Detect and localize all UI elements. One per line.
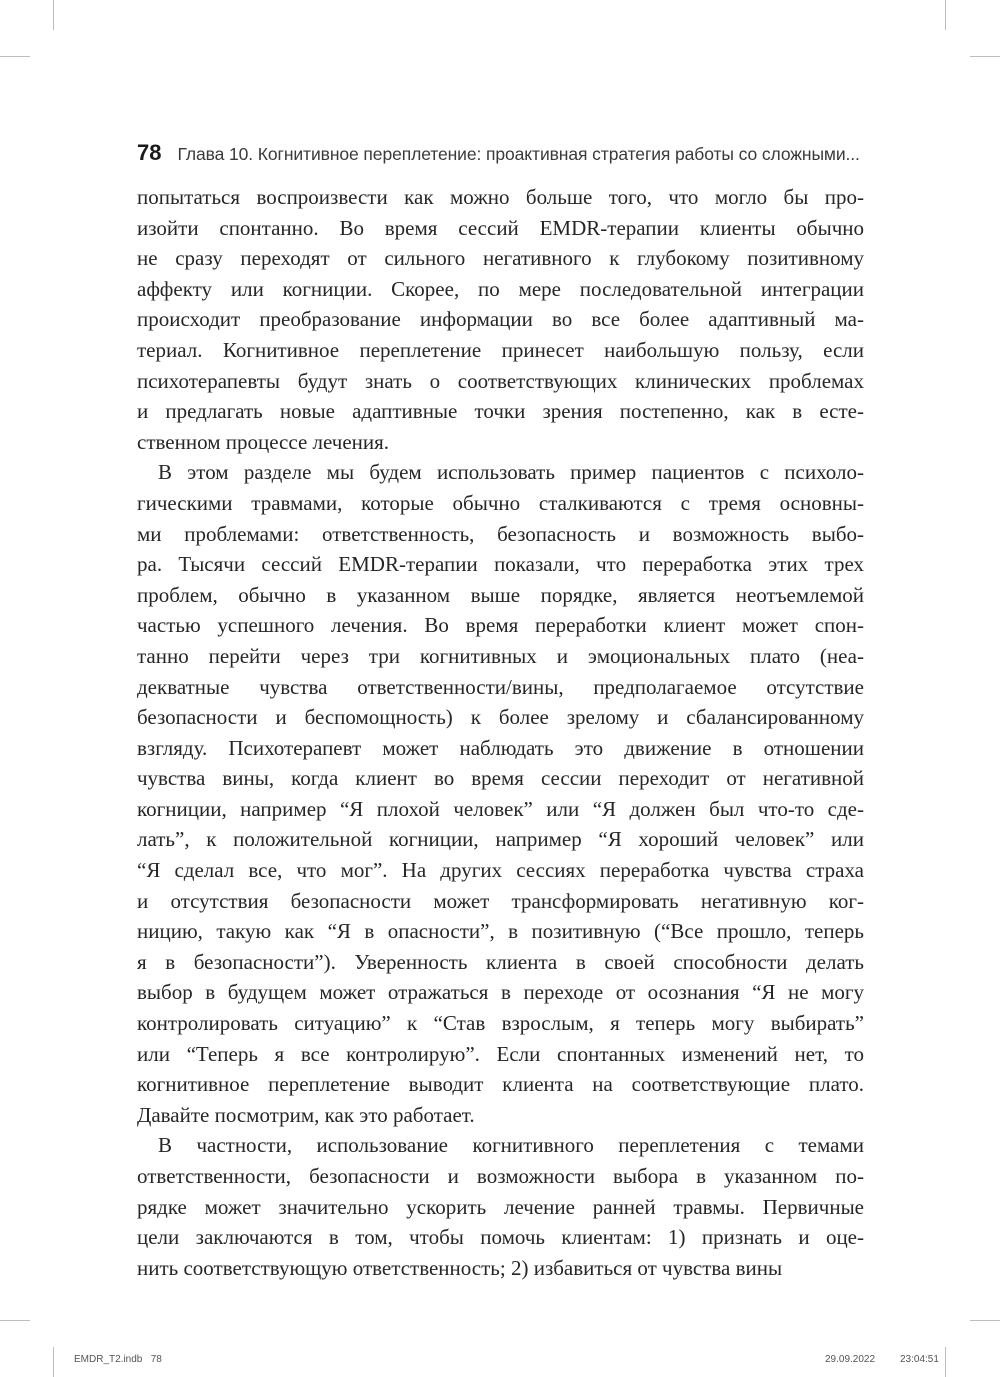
- text-line: изойти спонтанно. Во время сессий EMDR-терапии клиенты обычно: [137, 215, 864, 240]
- text-line: ответственности, безопасности и возможности выбора в указанном по-: [137, 1164, 864, 1188]
- text-line: психотерапевты будут знать о соответствующих клинических проблемах: [137, 368, 864, 393]
- text-line: нить соответствующую ответственность; 2) избавиться от чувства вины: [137, 1255, 783, 1280]
- text-line: рядке может значительно ускорить лечение ранней травмы. Первичные: [137, 1194, 864, 1219]
- text-line: лать”, к положительной когниции, например “Я хороший человек” или: [137, 827, 864, 852]
- text-line: когниции, например “Я плохой человек” или “Я должен был что-то сде-: [137, 796, 864, 821]
- text-line: декватные чувства ответственности/вины, предполагаемое отсутствие: [137, 674, 864, 699]
- text-line: териал. Когнитивное переплетение принесет наибольшую пользу, если: [137, 337, 864, 362]
- paragraph: [137, 1130, 864, 1283]
- text-line: гическими травмами, которые обычно сталкиваются с тремя основны-: [137, 490, 864, 515]
- text-line: и отсутствия безопасности может трансформировать негативную ког-: [137, 888, 864, 913]
- text-line: цели заключаются в том, чтобы помочь клиентам: 1) признать и оце-: [137, 1225, 864, 1250]
- crop-mark-left-lower: [0, 1320, 30, 1321]
- text-line: или “Теперь я все контролирую”. Если спонтанных изменений нет, то: [137, 1041, 864, 1066]
- text-line: выбор в будущем может отражаться в переходе от осознания “Я не могу: [137, 980, 864, 1005]
- crop-mark-left-upper: [0, 56, 30, 57]
- text-line: чувства вины, когда клиент во время сессии переходит от негативной: [137, 766, 864, 791]
- crop-mark-bottom-left: [53, 1347, 54, 1377]
- slug-time: 23:04:51: [900, 1354, 939, 1365]
- text-line: ственном процессе лечения.: [137, 429, 390, 454]
- text-line: не сразу переходят от сильного негативного к глубокому позитивному: [137, 246, 864, 271]
- text-line: ницию, такую как “Я в опасности”, в позитивную (“Все прошло, теперь: [137, 919, 864, 944]
- crop-mark-top-right: [945, 0, 946, 30]
- body-text: [137, 182, 864, 1283]
- crop-mark-top-left: [53, 0, 54, 30]
- crop-mark-right-upper: [970, 56, 1000, 57]
- text-line: безопасности и беспомощность) к более зрелому и сбалансированному: [137, 705, 864, 730]
- slug-date: 29.09.2022: [825, 1354, 876, 1365]
- page-number: 78: [137, 140, 162, 165]
- paragraph: [137, 182, 864, 457]
- crop-mark-right-lower: [970, 1320, 1000, 1321]
- chapter-title: Глава 10. Когнитивное переплетение: проактивная стратегия работы со сложными...: [177, 144, 860, 164]
- text-line: танно перейти через три когнитивных и эмоциональных плато (неа-: [137, 643, 864, 668]
- paragraph: [137, 457, 864, 1130]
- text-line: я в безопасности”). Уверенность клиента в своей способности делать: [137, 949, 864, 974]
- text-line: происходит преобразование информации во все более адаптивный ма-: [137, 307, 864, 332]
- text-line: и предлагать новые адаптивные точки зрения постепенно, как в есте-: [137, 399, 864, 424]
- text-line: аффекту или когниции. Скорее, по мере последовательной интеграции: [137, 276, 864, 301]
- text-line: ра. Тысячи сессий EMDR-терапии показали, что переработка этих трех: [137, 552, 864, 577]
- text-line: Давайте посмотрим, как это работает.: [137, 1102, 475, 1127]
- text-line: ми проблемами: ответственность, безопасность и возможность выбо-: [137, 521, 864, 546]
- text-line: попытаться воспроизвести как можно больше того, что могло бы про-: [137, 185, 864, 209]
- text-line: В частности, использование когнитивного переплетения с темами: [158, 1133, 864, 1158]
- text-line: “Я сделал все, что мог”. На других сессиях переработка чувства страха: [137, 858, 864, 883]
- crop-mark-bottom-right: [945, 1347, 946, 1377]
- text-line: частью успешного лечения. Во время переработки клиент может спон-: [137, 613, 864, 638]
- text-line: взгляду. Психотерапевт может наблюдать это движение в отношении: [137, 735, 864, 760]
- text-line: проблем, обычно в указанном выше порядке, является неотъемлемой: [137, 582, 864, 607]
- text-line: когнитивное переплетение выводит клиента на соответствующие плато.: [137, 1072, 864, 1097]
- text-line: контролировать ситуацию” к “Став взрослым, я теперь могу выбирать”: [137, 1011, 864, 1036]
- text-line: В этом разделе мы будем использовать пример пациентов с психоло-: [158, 460, 864, 485]
- running-head: [137, 140, 877, 166]
- slug-file: EMDR_T2.indb 78: [74, 1354, 162, 1365]
